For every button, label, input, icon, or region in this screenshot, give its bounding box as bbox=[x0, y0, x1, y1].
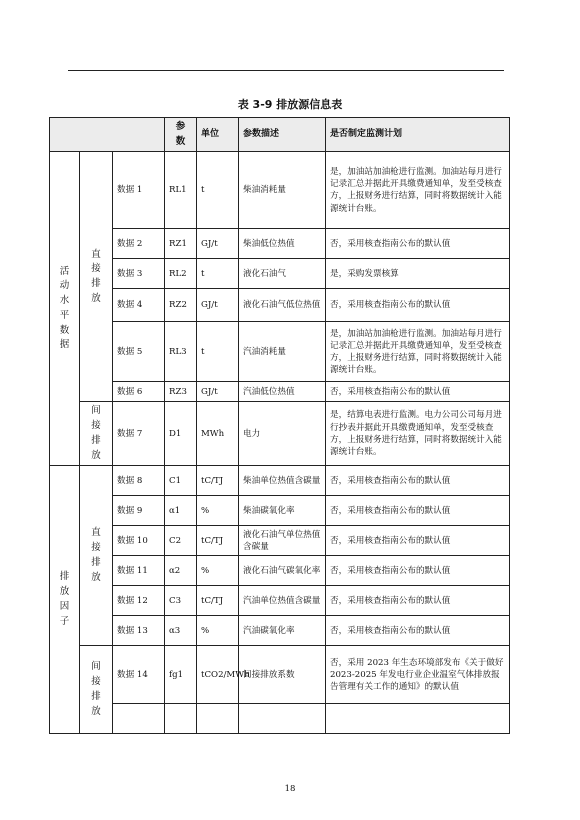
cell-desc: 汽油碳氧化率 bbox=[239, 616, 326, 646]
group-factor-indirect: 间接排放 bbox=[80, 646, 113, 734]
group-emission-factor: 排放因子 bbox=[50, 466, 80, 734]
cell-unit: GJ/t bbox=[197, 229, 239, 259]
table-row bbox=[50, 556, 510, 586]
cell-plan: 否，采用核查指南公布的默认值 bbox=[326, 229, 510, 259]
cell-desc: 汽油单位热值含碳量 bbox=[239, 586, 326, 616]
cell-param: α1 bbox=[165, 496, 197, 526]
cell-plan: 否，采用 2023 年生态环境部发布《关于做好 2023-2025 年发电行业企业温室气体排放报告管理有关工作的通知》的默认值 bbox=[326, 646, 510, 704]
cell-unit: GJ/t bbox=[197, 382, 239, 402]
cell-empty bbox=[326, 704, 510, 734]
cell-desc: 柴油消耗量 bbox=[239, 152, 326, 229]
cell-param: C2 bbox=[165, 526, 197, 556]
cell-name: 数据 6 bbox=[113, 382, 165, 402]
header-rule bbox=[68, 70, 504, 71]
cell-unit: % bbox=[197, 556, 239, 586]
cell-param: RL2 bbox=[165, 259, 197, 289]
table-caption: 表 3-9 排放源信息表 bbox=[237, 98, 343, 111]
cell-unit: % bbox=[197, 616, 239, 646]
cell-plan: 是，加油站加油枪进行监测。加油站每月进行记录汇总并据此开具缴费通知单，发至受核查方，上报财务进行结算，同时将数据统计入能源统计台账。 bbox=[326, 322, 510, 382]
cell-param: fg1 bbox=[165, 646, 197, 704]
header-plan: 是否制定监测计划 bbox=[326, 118, 510, 152]
cell-name: 数据 13 bbox=[113, 616, 165, 646]
table-row bbox=[50, 229, 510, 259]
table-row bbox=[50, 259, 510, 289]
cell-param: RZ2 bbox=[165, 289, 197, 322]
cell-param: RZ3 bbox=[165, 382, 197, 402]
cell-name: 数据 8 bbox=[113, 466, 165, 496]
cell-unit: % bbox=[197, 496, 239, 526]
cell-plan: 是，加油站加油枪进行监测。加油站每月进行记录汇总并据此开具缴费通知单，发至受核查方，上报财务进行结算，同时将数据统计入能源统计台账。 bbox=[326, 152, 510, 229]
cell-desc: 柴油碳氧化率 bbox=[239, 496, 326, 526]
cell-desc: 液化石油气碳氧化率 bbox=[239, 556, 326, 586]
header-desc: 参数描述 bbox=[239, 118, 326, 152]
table-row bbox=[50, 586, 510, 616]
table-row bbox=[50, 646, 510, 704]
cell-name: 数据 1 bbox=[113, 152, 165, 229]
table-row bbox=[50, 496, 510, 526]
cell-name: 数据 12 bbox=[113, 586, 165, 616]
cell-unit: MWh bbox=[197, 402, 239, 466]
cell-param: RL1 bbox=[165, 152, 197, 229]
cell-param: C1 bbox=[165, 466, 197, 496]
page-number: 18 bbox=[284, 784, 296, 794]
cell-empty bbox=[197, 704, 239, 734]
cell-unit: t bbox=[197, 152, 239, 229]
cell-unit: GJ/t bbox=[197, 289, 239, 322]
cell-param: RZ1 bbox=[165, 229, 197, 259]
header-blank-cell bbox=[50, 118, 165, 152]
cell-param: RL3 bbox=[165, 322, 197, 382]
cell-plan: 否，采用核查指南公布的默认值 bbox=[326, 496, 510, 526]
cell-desc: 液化石油气 bbox=[239, 259, 326, 289]
cell-unit: tC/TJ bbox=[197, 526, 239, 556]
cell-param: α3 bbox=[165, 616, 197, 646]
cell-empty bbox=[239, 704, 326, 734]
cell-desc: 柴油低位热值 bbox=[239, 229, 326, 259]
cell-plan: 是，采购发票核算 bbox=[326, 259, 510, 289]
cell-plan: 否，采用核查指南公布的默认值 bbox=[326, 382, 510, 402]
group-activity-direct: 直接排放 bbox=[80, 152, 113, 402]
cell-param: C3 bbox=[165, 586, 197, 616]
emission-source-table bbox=[49, 117, 510, 734]
cell-plan: 否，采用核查指南公布的默认值 bbox=[326, 586, 510, 616]
cell-name: 数据 9 bbox=[113, 496, 165, 526]
cell-param: D1 bbox=[165, 402, 197, 466]
cell-name: 数据 4 bbox=[113, 289, 165, 322]
cell-param: α2 bbox=[165, 556, 197, 586]
header-param: 参数 bbox=[165, 118, 197, 152]
cell-unit: tC/TJ bbox=[197, 466, 239, 496]
cell-desc: 汽油低位热值 bbox=[239, 382, 326, 402]
group-activity-indirect: 间接排放 bbox=[80, 402, 113, 466]
cell-plan: 否，采用核查指南公布的默认值 bbox=[326, 526, 510, 556]
cell-unit: t bbox=[197, 259, 239, 289]
group-activity-data: 活动水平数据 bbox=[50, 152, 80, 466]
table-row bbox=[50, 616, 510, 646]
cell-unit: t bbox=[197, 322, 239, 382]
cell-plan: 是，结算电表进行监测。电力公司公司每月进行抄表并据此开具缴费通知单，发至受核查方，上报财务进行结算，同时将数据统计入能源统计台账。 bbox=[326, 402, 510, 466]
cell-name: 数据 10 bbox=[113, 526, 165, 556]
cell-name: 数据 3 bbox=[113, 259, 165, 289]
header-unit: 单位 bbox=[197, 118, 239, 152]
table-row-empty bbox=[50, 704, 510, 734]
table-row bbox=[50, 289, 510, 322]
cell-unit: tC/TJ bbox=[197, 586, 239, 616]
group-factor-direct: 直接排放 bbox=[80, 466, 113, 646]
cell-desc: 液化石油气单位热值含碳量 bbox=[239, 526, 326, 556]
table-row bbox=[50, 322, 510, 382]
cell-plan: 否，采用核查指南公布的默认值 bbox=[326, 466, 510, 496]
cell-name: 数据 5 bbox=[113, 322, 165, 382]
table-row bbox=[50, 402, 510, 466]
cell-name: 数据 7 bbox=[113, 402, 165, 466]
cell-plan: 否，采用核查指南公布的默认值 bbox=[326, 616, 510, 646]
table-row bbox=[50, 152, 510, 229]
cell-unit: tCO2/MWh bbox=[197, 646, 239, 704]
cell-plan: 否，采用核查指南公布的默认值 bbox=[326, 556, 510, 586]
cell-name: 数据 11 bbox=[113, 556, 165, 586]
table-row bbox=[50, 382, 510, 402]
cell-desc: 液化石油气低位热值 bbox=[239, 289, 326, 322]
cell-desc: 柴油单位热值含碳量 bbox=[239, 466, 326, 496]
cell-plan: 否，采用核查指南公布的默认值 bbox=[326, 289, 510, 322]
cell-name: 数据 14 bbox=[113, 646, 165, 704]
cell-empty bbox=[113, 704, 165, 734]
cell-desc: 汽油消耗量 bbox=[239, 322, 326, 382]
table-row bbox=[50, 466, 510, 496]
table-header-row bbox=[50, 118, 510, 152]
cell-desc: 电力 bbox=[239, 402, 326, 466]
cell-name: 数据 2 bbox=[113, 229, 165, 259]
cell-desc: 间接排放系数 bbox=[239, 646, 326, 704]
cell-empty bbox=[165, 704, 197, 734]
table-row bbox=[50, 526, 510, 556]
